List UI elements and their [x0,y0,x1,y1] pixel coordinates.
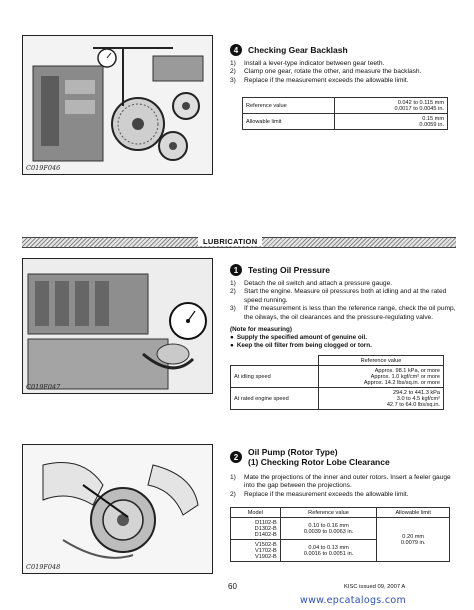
measuring-notes [230,326,458,350]
section-oil-pump [230,447,458,562]
banner-title: LUBRICATION [198,237,262,246]
figure-oil-pressure [22,258,213,394]
list-item: 1) Install a lever-type indicator between gear teeth. [230,60,385,67]
page-number: 60 [228,582,237,591]
figure-oil-pump [22,444,213,574]
list-item: 2) Replace if the measurement exceeds the allowable limit. [230,490,409,498]
step-list [230,280,458,322]
table-row: Reference value 0.042 to 0.115 mm 0.0017 to 0.0045 in. [243,98,448,114]
table-row: At rated engine speed 294.2 to 441.3 kPa 3.0 to 4.5 kgf/cm² 42.7 to 64.0 lbs/sq.in. [231,388,444,410]
gear-backlash-illustration [23,36,213,175]
backlash-spec-table [242,97,448,130]
list-item: 2) Clamp one gear, rotate the other, and measure the backlash. [230,68,422,76]
figure-code: C019F048 [26,563,61,571]
issue-label: KISC issued 09, 2007 A [344,584,406,590]
table-row: V1502-B V1702-B V1902-B 0.04 to 0.13 mm 0.0016 to 0.0051 in. [231,540,450,562]
list-item: ● Keep the oil filter from being clogged or torn. [230,342,372,350]
section-title: Testing Oil Pressure [248,265,331,275]
section-oil-pressure [230,264,458,410]
section-gear-backlash [230,44,458,130]
table-row: Allowable limit 0.15 mm 0.0059 in. [243,114,448,130]
notes-heading: (Note for measuring) [230,326,292,334]
section-title: Checking Gear Backlash [248,45,348,55]
table-row: D1102-B D1302-B D1402-B 0.10 to 0.16 mm 0.0039 to 0.0063 in. 0.20 mm 0.0079 in. [231,518,450,540]
list-item: 3) Replace if the measurement exceeds the allowable limit. [230,76,409,84]
list-item: 2) Start the engine. Measure oil pressures both at idling and at the rated speed running. [230,288,447,304]
table-row: At idling speed Approx. 98.1 kPa, or more Approx. 1.0 kgf/cm² or more Approx. 14.2 lbs/sq.in. or more [231,366,444,388]
step-number-badge: 4 [230,44,242,56]
list-item: 1) Detach the oil switch and attach a pressure gauge. [230,280,393,287]
bullet-icon: ● [230,334,234,342]
oil-pressure-spec-table [230,355,444,410]
lubrication-banner [22,237,456,248]
figure-code: C019F047 [26,383,61,391]
list-item: ● Supply the specified amount of genuine oil. [230,334,367,342]
list-item: 1) Mate the projections of the inner and outer rotors. Insert a feeler gauge into the gap between the projections. [230,474,451,490]
bullet-icon: ● [230,342,234,350]
watermark-link[interactable]: www.epcatalogs.com [300,595,407,606]
list-item: 3) If the measurement is less than the reference range, check the oil pump, the oilways, the oil clearances and the pressure-regulating valve. [230,305,456,321]
rotor-clearance-table [230,507,450,562]
oil-pump-illustration [23,445,213,574]
step-list [230,474,458,499]
figure-gear-backlash [22,35,213,175]
step-number-badge: 1 [230,264,242,276]
figure-code: C019F046 [26,164,61,172]
step-list [230,60,458,85]
section-subtitle: (1) Checking Rotor Lobe Clearance [248,457,390,467]
section-title: Oil Pump (Rotor Type) [248,447,338,457]
table-row: Reference value [231,356,444,366]
step-number-badge: 2 [230,451,242,463]
oil-pressure-illustration [23,259,213,394]
table-row: Model Reference value Allowable limit [231,508,450,518]
